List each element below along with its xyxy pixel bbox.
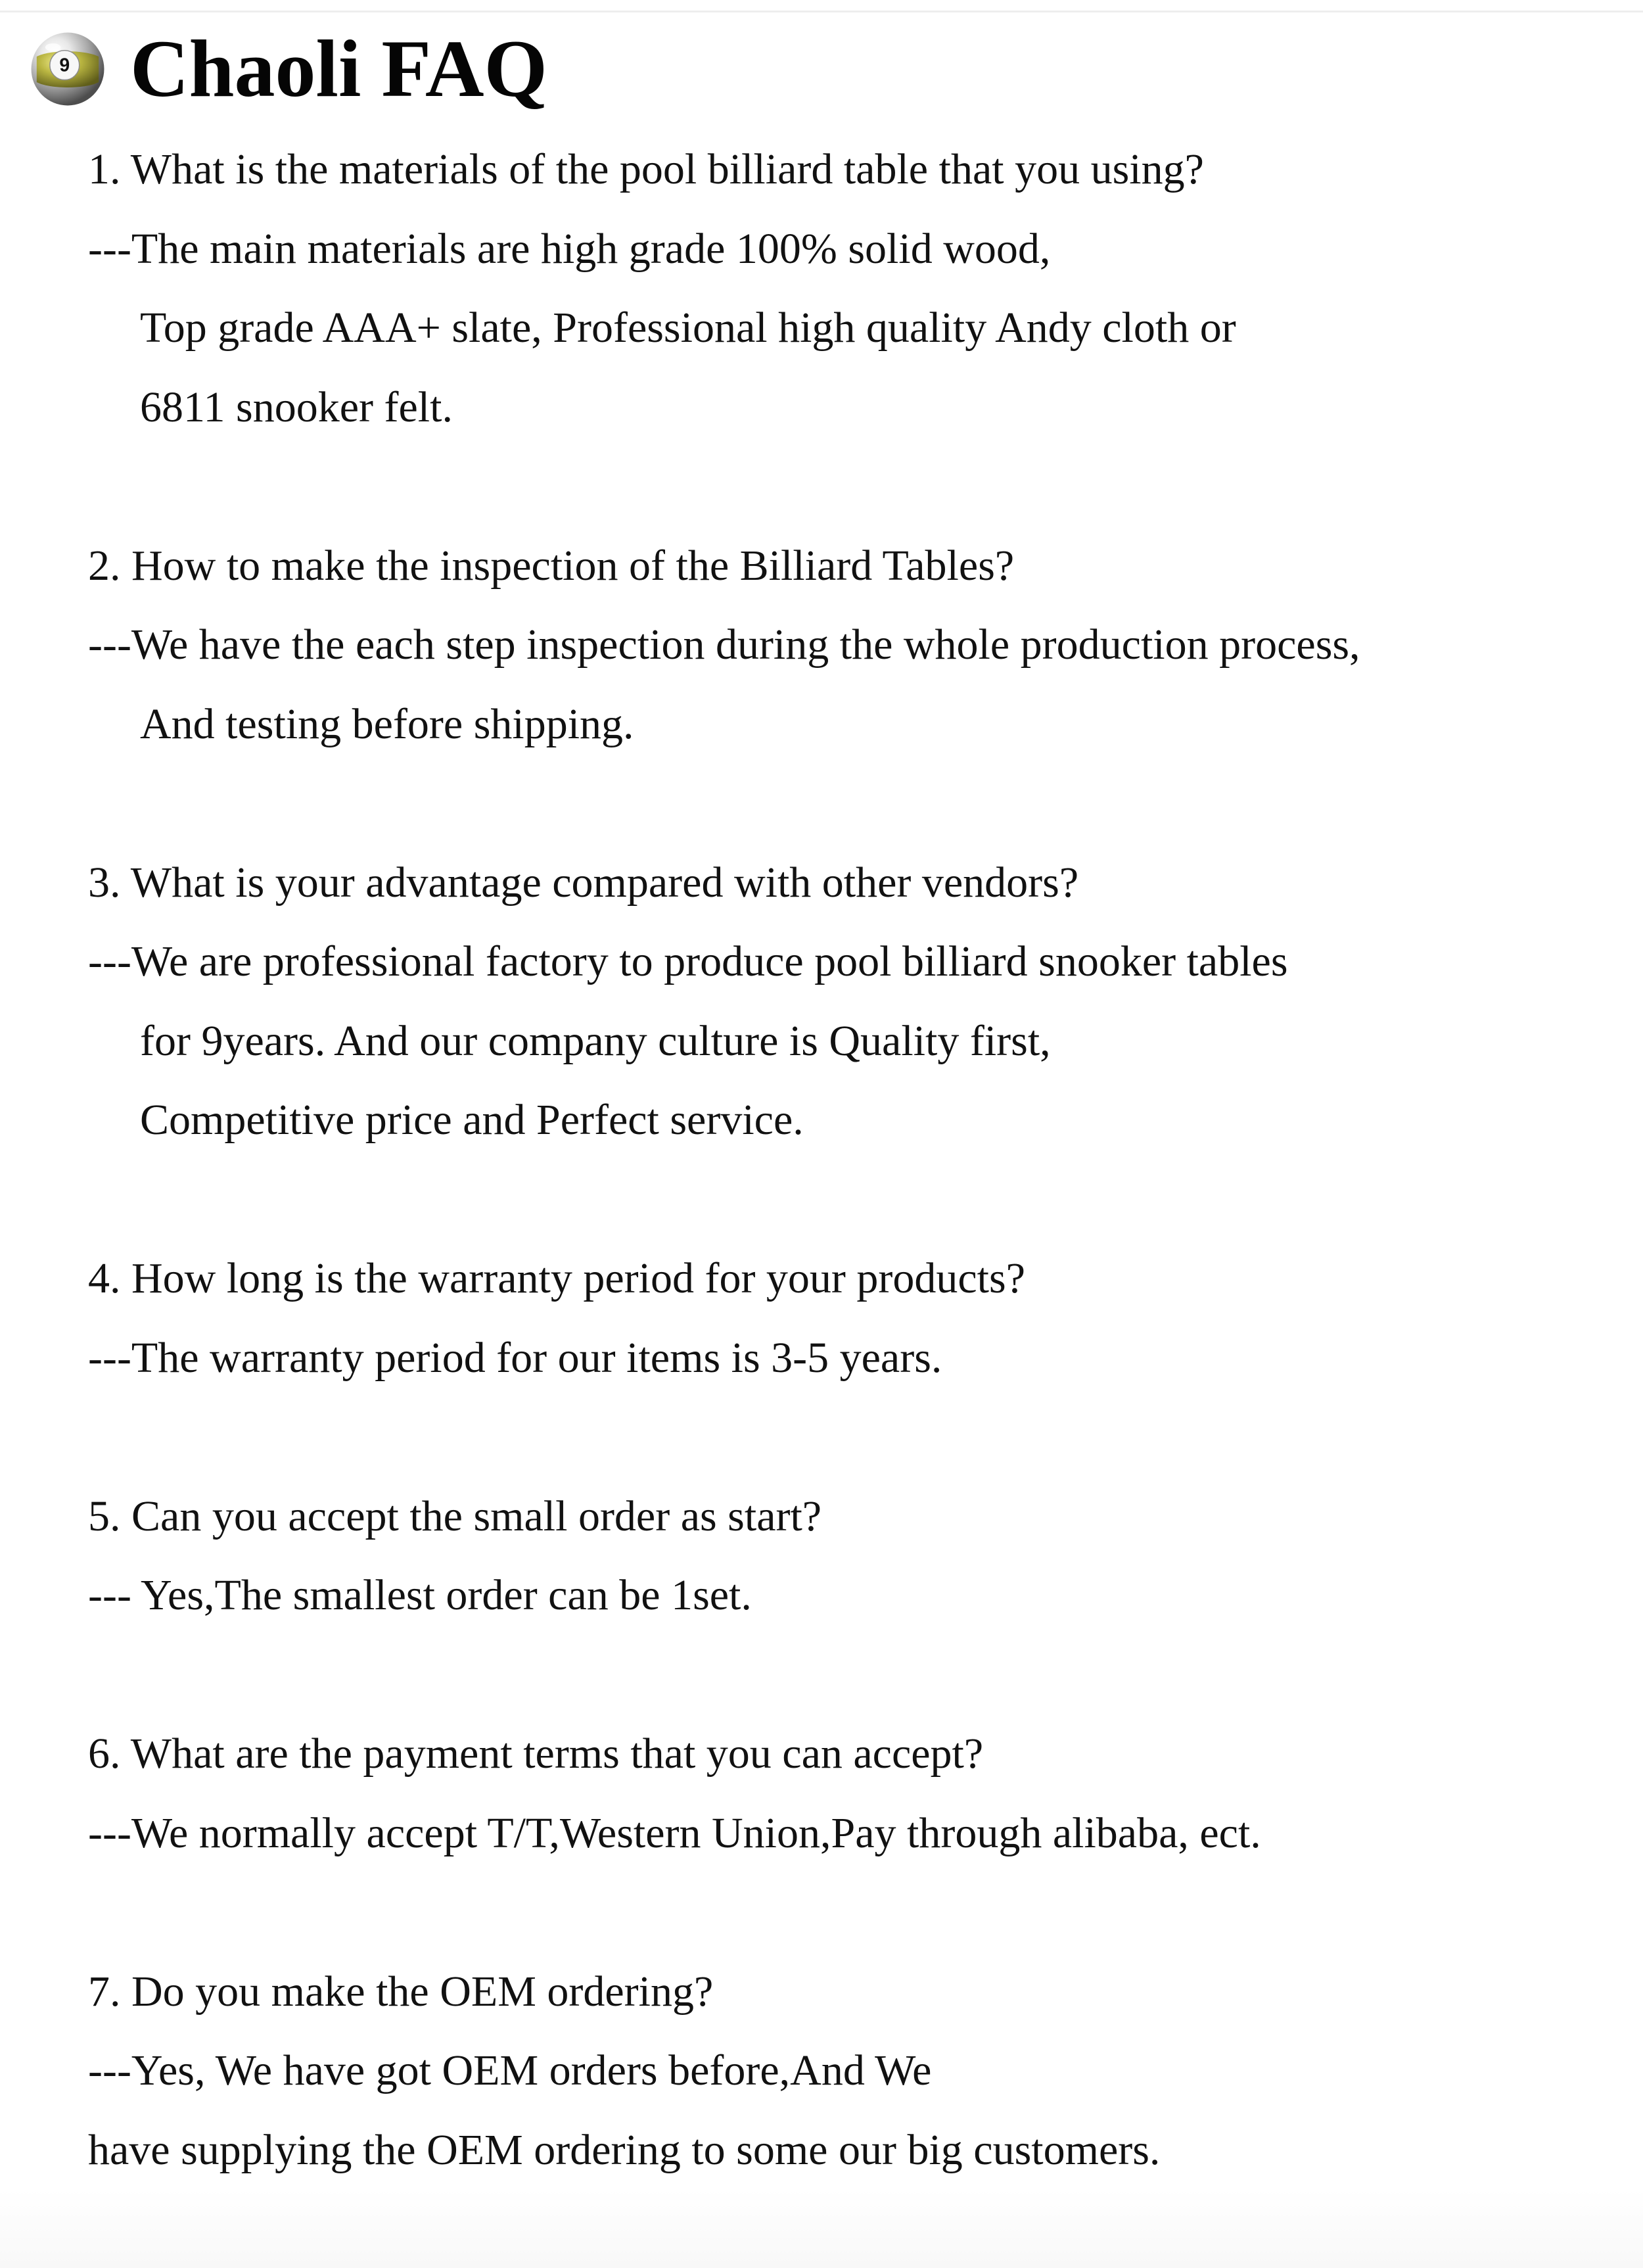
faq-question: 5. Can you accept the small order as start?	[88, 1492, 822, 1540]
faq-answer-line: ---We are professional factory to produce pool billiard snooker tables	[88, 937, 1288, 985]
faq-item-payment-terms	[88, 1714, 1619, 1873]
faq-question: 2. How to make the inspection of the Billiard Tables?	[88, 541, 1015, 590]
faq-question: 6. What are the payment terms that you can accept?	[88, 1730, 984, 1778]
faq-item-warranty	[88, 1239, 1619, 1398]
faq-answer-line: Competitive price and Perfect service.	[140, 1096, 804, 1144]
faq-answer-line: ---We have the each step inspection during the whole production process,	[88, 621, 1360, 669]
top-divider	[0, 11, 1643, 12]
faq-item-inspection	[88, 527, 1619, 765]
faq-question: 3. What is your advantage compared with other vendors?	[88, 858, 1079, 907]
faq-answer-line: 6811 snooker felt.	[140, 383, 453, 431]
faq-answer-line: have supplying the OEM ordering to some our big customers.	[88, 2125, 1161, 2174]
faq-question: 4. How long is the warranty period for your products?	[88, 1254, 1025, 1302]
faq-question: 7. Do you make the OEM ordering?	[88, 1967, 714, 2016]
billiard-ball-9-icon	[29, 30, 106, 108]
faq-answer-line: --- Yes,The smallest order can be 1set.	[88, 1571, 752, 1619]
faq-answer-line: ---The main materials are high grade 100% solid wood,	[88, 224, 1051, 273]
faq-item-oem	[88, 1952, 1619, 2190]
faq-item-advantage	[88, 843, 1619, 1160]
faq-item-small-order	[88, 1477, 1619, 1636]
faq-question: 1. What is the materials of the pool billiard table that you using?	[88, 145, 1204, 193]
faq-list	[88, 130, 1619, 2190]
faq-answer-line: ---Yes, We have got OEM orders before,And We	[88, 2046, 932, 2094]
page-title: Chaoli FAQ	[130, 24, 547, 114]
faq-answer-line: ---The warranty period for our items is 3-5 years.	[88, 1333, 942, 1382]
faq-answer-line: ---We normally accept T/T,Western Union,Pay through alibaba, ect.	[88, 1808, 1261, 1857]
faq-answer-line: for 9years. And our company culture is Quality first,	[140, 1016, 1051, 1065]
ball-number: 9	[59, 55, 70, 76]
bottom-shade	[0, 2189, 1643, 2268]
faq-answer-line: And testing before shipping.	[140, 699, 634, 748]
faq-answer-line: Top grade AAA+ slate, Professional high quality Andy cloth or	[140, 304, 1236, 352]
faq-item-materials	[88, 130, 1619, 447]
faq-header	[29, 20, 547, 118]
